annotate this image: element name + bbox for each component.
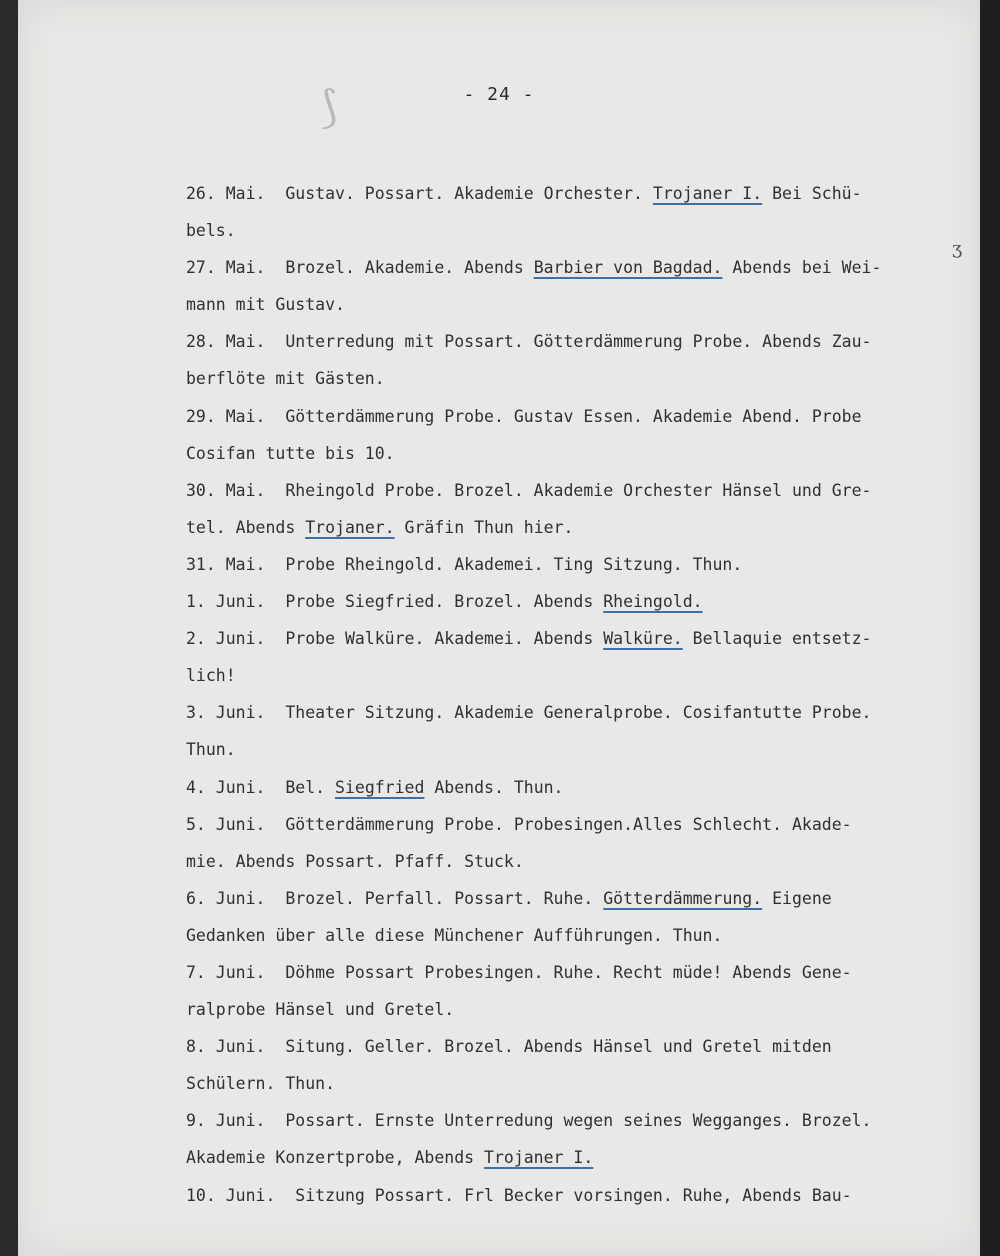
text-segment: Abends. Thun.: [424, 777, 564, 797]
scan-edge: [980, 0, 1000, 1256]
underlined-title: Trojaner I.: [652, 184, 763, 203]
text-line: [186, 769, 976, 806]
pencil-mark-icon: ʒ: [952, 238, 963, 259]
underlined-title: Walküre.: [603, 629, 683, 649]
text-line: [186, 1177, 976, 1214]
underlined-title: Rheingold.: [603, 592, 703, 612]
underlined-title: Trojaner.: [305, 517, 395, 537]
text-segment: Schülern. Thun.: [186, 1074, 336, 1094]
text-line: [186, 360, 976, 397]
text-segment: 7. Juni. Döhme Possart Probesingen. Ruhe. Recht müde! Abends Gene-: [186, 962, 852, 982]
text-line: [186, 1102, 976, 1139]
text-segment: Eigene: [762, 888, 832, 908]
text-line: [186, 1028, 976, 1065]
text-line: [186, 175, 976, 212]
text-segment: berflöte mit Gästen.: [186, 369, 385, 389]
text-line: [186, 694, 976, 731]
text-segment: lich!: [186, 666, 236, 686]
underlined-title: Trojaner I.: [484, 1148, 594, 1168]
text-line: [186, 1139, 976, 1176]
text-line: [186, 620, 976, 657]
text-line: [186, 991, 976, 1028]
text-segment: 5. Juni. Götterdämmerung Probe. Probesingen.Alles Schlecht. Akade-: [186, 814, 852, 834]
text-line: [186, 398, 976, 435]
text-line: [186, 583, 976, 620]
document-page: [18, 0, 980, 1256]
text-line: [186, 472, 976, 509]
text-segment: mie. Abends Possart. Pfaff. Stuck.: [186, 851, 524, 871]
text-segment: Gedanken über alle diese Münchener Aufführungen. Thun.: [186, 925, 723, 945]
text-segment: Akademie Konzertprobe, Abends: [186, 1148, 485, 1168]
text-line: [186, 212, 976, 249]
text-segment: Bellaquie entsetz-: [682, 629, 872, 649]
text-segment: 26. Mai. Gustav. Possart. Akademie Orchester.: [186, 184, 653, 203]
text-segment: Abends bei Wei-: [722, 258, 882, 278]
pencil-mark-icon: ⟆: [320, 82, 338, 133]
text-segment: 27. Mai. Brozel. Akademie. Abends: [186, 258, 534, 278]
text-line: [186, 880, 976, 917]
text-line: [186, 731, 976, 768]
text-line: [186, 806, 976, 843]
text-segment: bels.: [186, 221, 236, 241]
text-segment: 8. Juni. Situng. Geller. Brozel. Abends Hänsel und Gretel mitden: [186, 1037, 832, 1057]
text-segment: Bei Schü-: [762, 184, 862, 203]
text-segment: 6. Juni. Brozel. Perfall. Possart. Ruhe.: [186, 888, 604, 908]
text-line: [186, 657, 976, 694]
text-line: [186, 1065, 976, 1102]
text-segment: Thun.: [186, 740, 236, 760]
underlined-title: Siegfried: [335, 777, 425, 797]
text-segment: 1. Juni. Probe Siegfried. Brozel. Abends: [186, 592, 604, 612]
typed-text-body: [186, 175, 976, 1214]
text-segment: 29. Mai. Götterdämmerung Probe. Gustav Essen. Akademie Abend. Probe: [186, 406, 862, 426]
text-line: [186, 917, 976, 954]
text-segment: 28. Mai. Unterredung mit Possart. Götterdämmerung Probe. Abends Zau-: [186, 332, 872, 352]
text-segment: tel. Abends: [186, 517, 306, 537]
text-line: [186, 509, 976, 546]
text-segment: Cosifan tutte bis 10.: [186, 443, 395, 463]
text-line: [186, 954, 976, 991]
text-segment: 3. Juni. Theater Sitzung. Akademie Generalprobe. Cosifantutte Probe.: [186, 703, 872, 723]
text-segment: 2. Juni. Probe Walküre. Akademei. Abends: [186, 629, 604, 649]
text-line: [186, 546, 976, 583]
text-segment: 30. Mai. Rheingold Probe. Brozel. Akademie Orchester Hänsel und Gre-: [186, 480, 872, 500]
text-segment: 10. Juni. Sitzung Possart. Frl Becker vorsingen. Ruhe, Abends Bau-: [186, 1185, 852, 1205]
text-line: [186, 286, 976, 323]
text-segment: mann mit Gustav.: [186, 295, 345, 315]
text-segment: 31. Mai. Probe Rheingold. Akademei. Ting Sitzung. Thun.: [186, 554, 743, 574]
underlined-title: Barbier von Bagdad.: [533, 258, 723, 278]
text-segment: 9. Juni. Possart. Ernste Unterredung wegen seines Wegganges. Brozel.: [186, 1111, 872, 1131]
text-line: [186, 323, 976, 360]
text-line: [186, 435, 976, 472]
page-number: - 24 -: [463, 84, 535, 105]
text-segment: ralprobe Hänsel und Gretel.: [186, 1000, 455, 1020]
text-line: [186, 249, 976, 286]
text-line: [186, 843, 976, 880]
text-segment: Gräfin Thun hier.: [394, 517, 574, 537]
text-segment: 4. Juni. Bel.: [186, 777, 336, 797]
underlined-title: Götterdämmerung.: [603, 888, 763, 908]
